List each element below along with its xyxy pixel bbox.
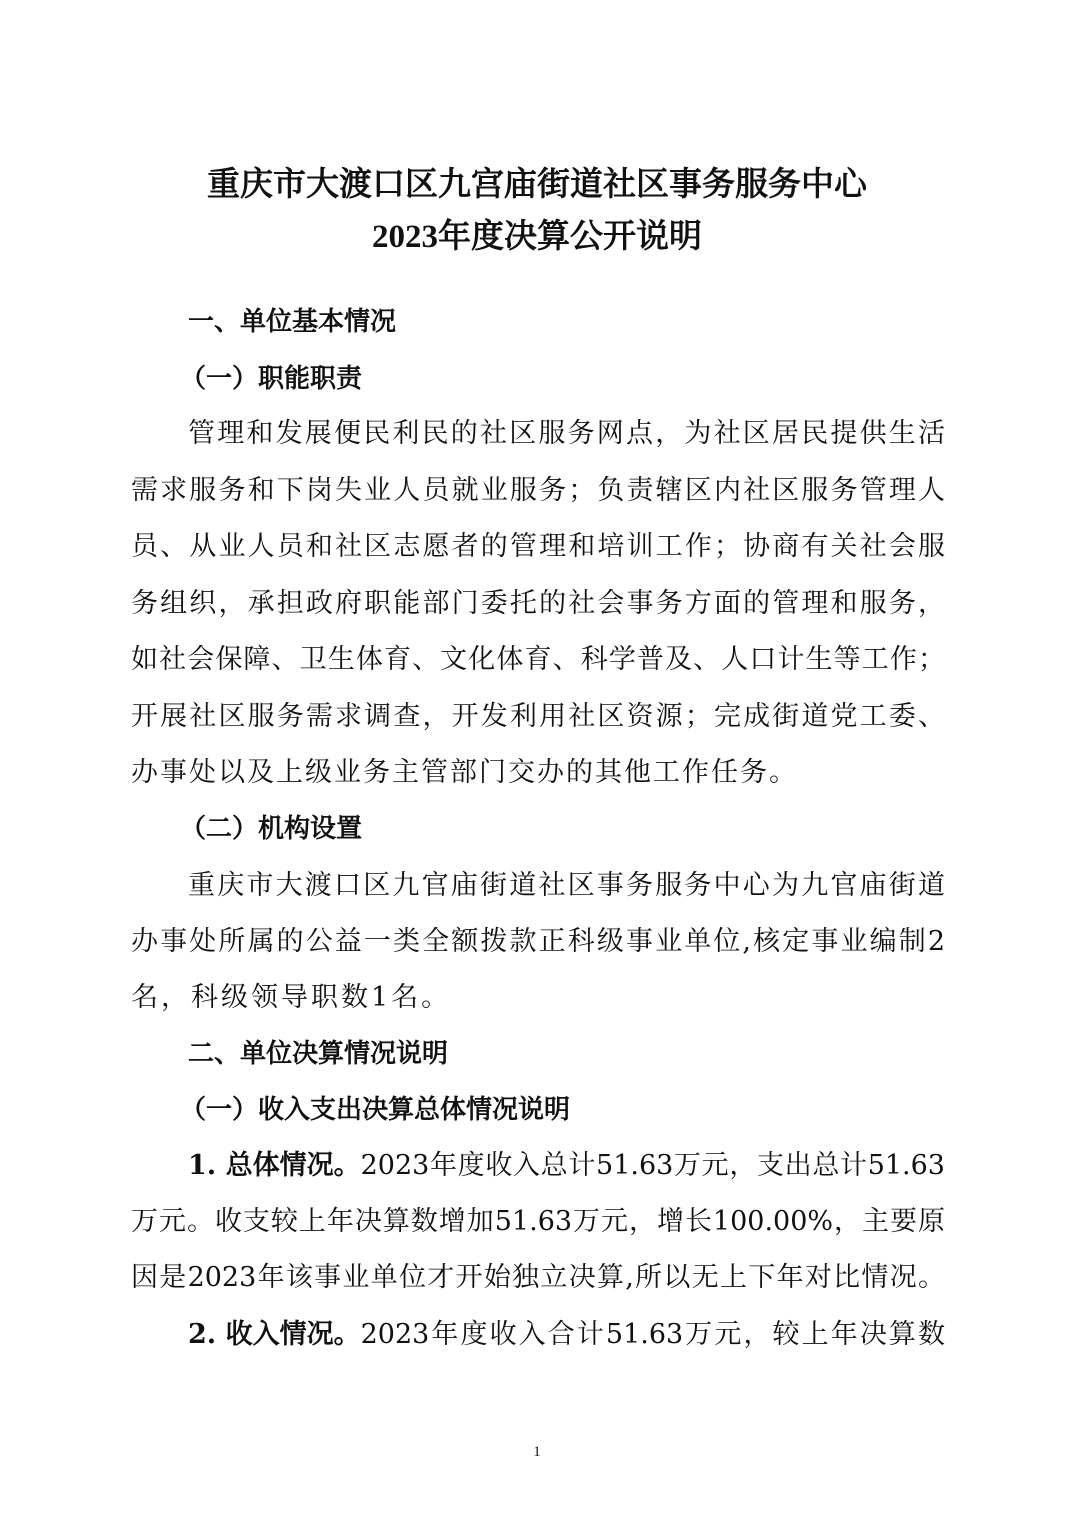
paragraph-lead: 2. 收入情况。 [188, 1319, 361, 1350]
paragraph-line: 如社会保障、卫生体育、文化体育、科学普及、人口计生等工作； [131, 644, 945, 675]
paragraph-line: 万元。收支较上年决算数增加51.63万元，增长100.00%，主要原 [131, 1206, 945, 1237]
paragraph-text: 2023年度收入总计51.63万元，支出总计51.63 [360, 1150, 945, 1181]
paragraph-line: 需求服务和下岗失业人员就业服务；负责辖区内社区服务管理人 [131, 475, 945, 506]
doc-title-line2: 2023年度决算公开说明 [372, 219, 702, 255]
paragraph-line: 务组织，承担政府职能部门委托的社会事务方面的管理和服务， [131, 588, 945, 619]
subsection-heading-org: （二）机构设置 [180, 814, 363, 844]
paragraph-text: 2023年度收入合计51.63万元，较上年决算数 [360, 1319, 945, 1350]
paragraph-line: 开展社区服务需求调查，开发利用社区资源；完成街道党工委、 [131, 701, 945, 732]
subsection-heading-overview: （一）收入支出决算总体情况说明 [180, 1095, 571, 1125]
subsection-heading-duties: （一）职能职责 [180, 364, 363, 394]
paragraph-line: 员、从业人员和社区志愿者的管理和培训工作；协商有关社会服 [131, 531, 945, 562]
paragraph-line: 办事处以及上级业务主管部门交办的其他工作任务。 [131, 757, 798, 788]
doc-title-line1: 重庆市大渡口区九宫庙街道社区事务服务中心 [207, 167, 867, 203]
paragraph-lead: 1. 总体情况。 [188, 1150, 361, 1181]
paragraph-line: 名，科级领导职数1名。 [131, 982, 452, 1013]
section-heading-2: 二、单位决算情况说明 [188, 1039, 449, 1069]
paragraph-line: 办事处所属的公益一类全额拨款正科级事业单位,核定事业编制2 [131, 926, 945, 957]
paragraph-line [188, 1149, 945, 1183]
paragraph-line: 管理和发展便民利民的社区服务网点，为社区居民提供生活 [188, 418, 945, 449]
paragraph-line: 重庆市大渡口区九官庙街道社区事务服务中心为九官庙街道 [188, 870, 945, 901]
section-heading-1: 一、单位基本情况 [188, 307, 397, 337]
paragraph-line [188, 1318, 945, 1352]
paragraph-line: 因是2023年该事业单位才开始独立决算,所以无上下年对比情况。 [131, 1262, 945, 1293]
page-number: 1 [533, 1444, 541, 1460]
